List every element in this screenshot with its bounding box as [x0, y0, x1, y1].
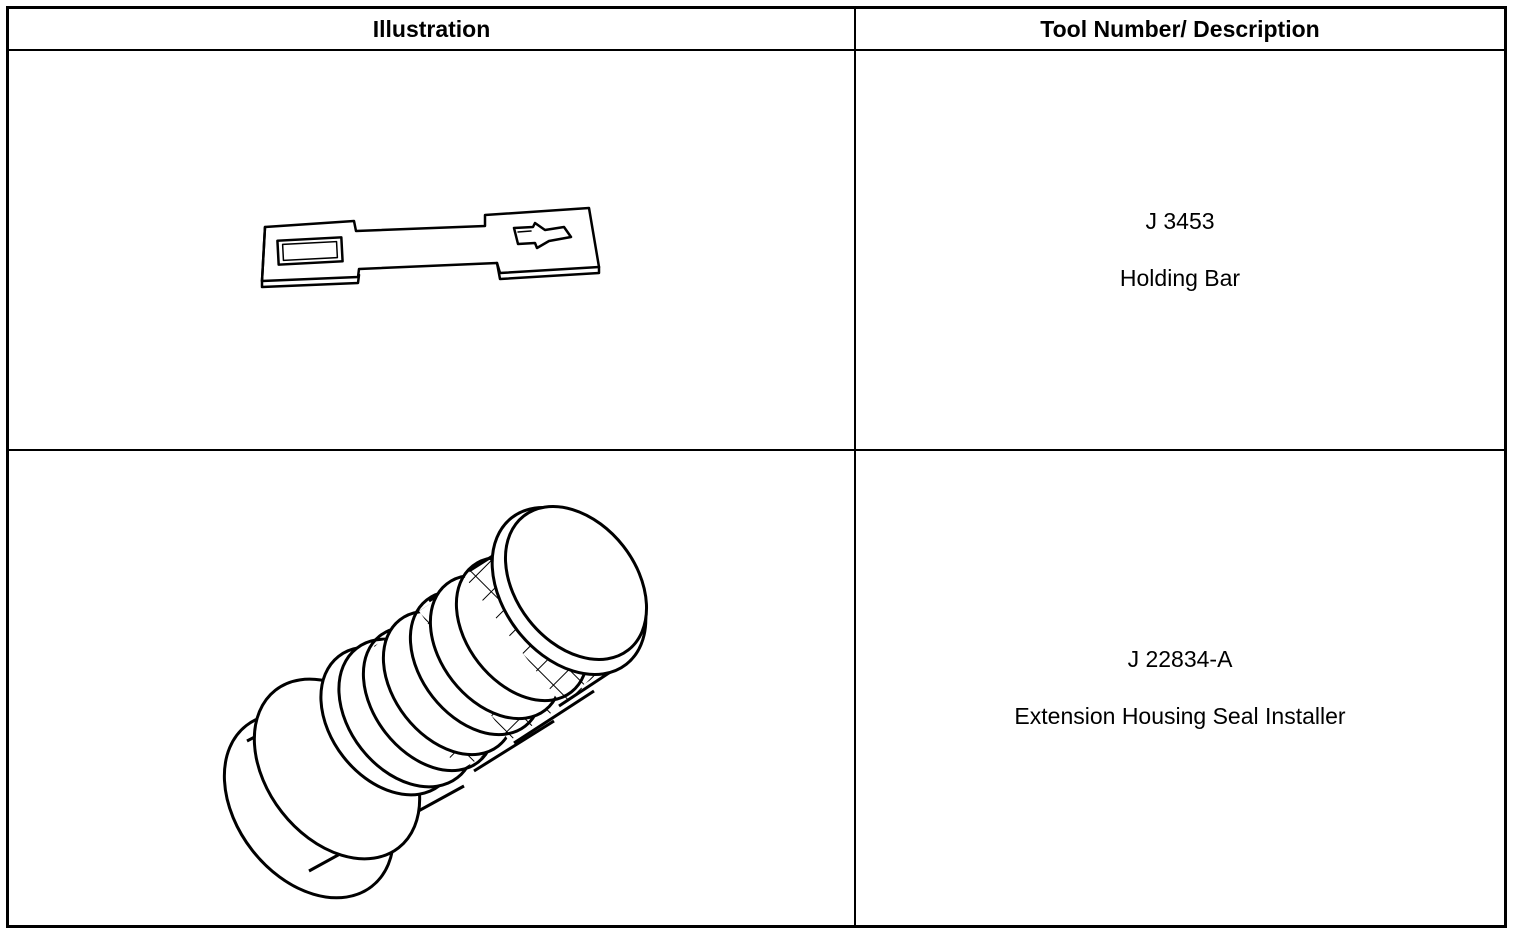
tool-description-cell [856, 451, 1504, 925]
illustration-cell [9, 51, 854, 449]
table-row [9, 51, 1504, 451]
table-header-row [9, 9, 1504, 51]
tool-description: Extension Housing Seal Installer [1014, 703, 1346, 729]
special-tools-table [6, 6, 1507, 928]
holding-bar-icon [9, 51, 854, 451]
tool-description-cell [856, 51, 1504, 449]
tool-number: J 22834-A [1127, 646, 1233, 672]
table-row [9, 451, 1504, 925]
tool-description: Holding Bar [1119, 265, 1241, 291]
header-illustration: Illustration [372, 15, 491, 42]
header-tool-description: Tool Number/ Description [1040, 15, 1320, 42]
column-divider [854, 9, 856, 925]
tool-number: J 3453 [1145, 208, 1215, 234]
seal-installer-icon [9, 451, 854, 925]
illustration-cell [9, 451, 854, 925]
